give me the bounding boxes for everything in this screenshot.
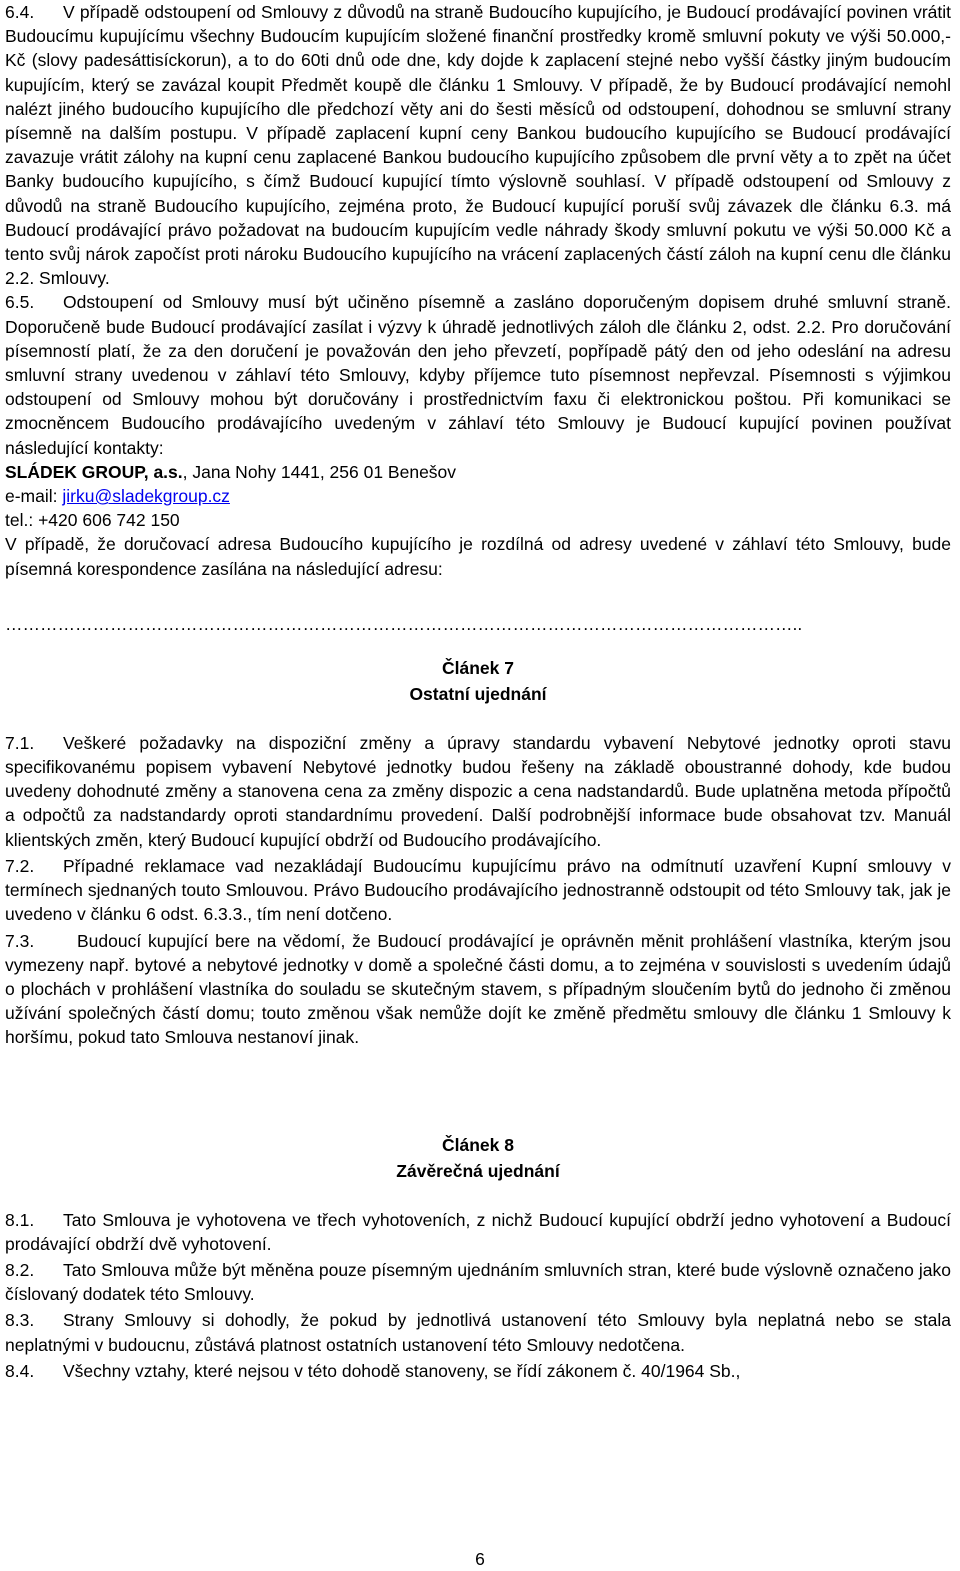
paragraph-number: 8.3. [5,1310,35,1331]
paragraph-7-2 [5,854,951,927]
paragraph-number: 8.1. [5,1209,35,1230]
page-number: 6 [475,1549,485,1569]
article-subtitle: Ostatní ujednání [409,683,547,704]
paragraph-text: Všechny vztahy, které nejsou v této dohodě stanoveny, se řídí zákonem č. 40/1964 Sb., [63,1360,741,1381]
article-title: Článek 7 [442,657,514,678]
document-page [5,0,951,1383]
contact-email-line [5,484,951,508]
company-address: , Jana Nohy 1441, 256 01 Benešov [182,461,457,482]
paragraph-8-2 [5,1258,951,1306]
paragraph-number: 8.4. [5,1360,35,1381]
paragraph-number: 6.5. [5,292,35,313]
email-link[interactable]: jirku@sladekgroup.cz [62,486,230,507]
paragraph-text: Tato Smlouva může být měněna pouze písemným ujednáním smluvních stran, které bude výslovně označeno jako číslovaný dodatek této Smlouvy. [5,1259,951,1305]
paragraph-text: Případné reklamace vad nezakládají Budoucímu kupujícímu právo na odmítnutí uzavření Kupní smlouvy v termínech sjednaných touto Smlouvou. Právo Budoucího prodávajícího jednostranně odstoupit od této Smlouvy tak, jak je uvedeno v článku 6 odst. 6.3.3., tím není dotčeno. [5,855,951,925]
paragraph-8-4 [5,1359,951,1383]
paragraph-number: 7.3. [5,930,35,951]
paragraph-text: Tato Smlouva je vyhotovena ve třech vyhotoveních, z nichž Budoucí kupující obdrží jedno vyhotovení a Budoucí prodávající obdrží dvě vyhotovení. [5,1209,951,1254]
delivery-address-note: V případě, že doručovací adresa Budoucího kupujícího je rozdílná od adresy uvedené v záhlaví této Smlouvy, bude písemná korespondence zasílána na následující adresu: [5,534,951,579]
article-subtitle: Závěrečná ujednání [396,1160,560,1181]
paragraph-6-5 [5,290,951,459]
paragraph-number: 6.4. [5,2,35,22]
paragraph-text: Strany Smlouvy si dohodly, že pokud by jednotlivá ustanovení této Smlouvy byla neplatná nebo se stala neplatnými v budoucnu, zůstává platnost ostatních ustanovení této Smlouvy nedotčena. [5,1310,951,1355]
article-8-heading [5,1132,951,1184]
contact-phone-line: tel.: +420 606 742 150 [5,510,180,531]
paragraph-7-3 [5,929,951,1050]
email-label: e-mail: [5,486,63,507]
paragraph-text: V případě odstoupení od Smlouvy z důvodů na straně Budoucího kupujícího, je Budoucí prodávající povinen vrátit Budoucímu kupujícímu všechny Budoucím kupujícím složené finanční prostředky kromě smluvní pokuty ve výši 50.000,- Kč (slovy padesáttisíckorun), a to do 60ti dnů ode dne, kdy dojde k zaplacení stejné nebo vyšší částky jiným budoucím kupujícím, který se zavázal koupit Předmět koupě dle článku 1 Smlouvy. V případě, že by Budoucí prodávající nemohl nalézt jiného budoucího kupujícího dle předchozí věty ani do šesti měsíců od odstoupení, dohodnou se smluvní strany písemně na dalším postupu. V případě zaplacení kupní ceny Bankou budoucího kupujícího se Budoucí prodávající zavazuje vrátit zálohy na kupní cenu zaplacené Bankou budoucího kupujícího způsobem dle první věty a to zpět na účet Banky budoucího kupujícího, s čímž Budoucí kupující tímto výslovně souhlasí. V případě odstoupení od Smlouvy z důvodů na straně Budoucího kupujícího, zejména proto, že Budoucí kupující poruší svůj závazek dle článku 6.3. má Budoucí prodávající právo požadovat na budoucím kupujícím vedle náhrady škody smluvní pokutu ve výši 50.000 Kč a tento svůj nárok započíst proti nároku Budoucího kupujícího na vrácení zaplacených částí záloh na kupní cenu dle článku 2.2. Smlouvy. [5,2,951,289]
paragraph-text: Odstoupení od Smlouvy musí být učiněno písemně a zasláno doporučeným dopisem druhé smluvní straně. Doporučeně bude Budoucí prodávající zasílat i výzvy k úhradě jednotlivých záloh dle článku 2, odst. 2.2. Pro doručování písemností platí, že za den doručení je považován den jeho převzetí, popřípadě pátý den od jeho odeslání na adresu smluvní strany uvedenou v záhlaví této Smlouvy, kdyby příjemce tuto písemnost nepřevzal. Písemnosti s výjimkou odstoupení od Smlouvy mohou být doručovány i prostřednictvím faxu či elektronickou poštou. Při komunikaci se zmocněncem Budoucího prodávajícího uvedeným v záhlaví této Smlouvy je Budoucí kupující povinen používat následující kontakty: [5,292,951,458]
paragraph-text: Budoucí kupující bere na vědomí, že Budoucí prodávající je oprávněn měnit prohlášení vlastníka, kterým jsou vymezeny např. bytové a nebytové jednotky v domě a společné části domu, a to zejména v souvislosti s uvedením údajů o plochách v prohlášení vlastníka do souladu se skutečným stavem, s případným sloučením bytů do jednoho či změnou užívání společných částí domu; touto změnou však nemůže dojít ke změně předmětu smlouvy dle článku 1 Smlouvy k horšímu, pokud tato Smlouva nestanoví jinak. [5,930,951,1048]
paragraph-number: 8.2. [5,1259,35,1280]
article-7-body [5,731,951,1050]
paragraph-text: Veškeré požadavky na dispoziční změny a úpravy standardu vybavení Nebytové jednotky oproti stavu specifikovanému popisem vybavení Nebytové jednotky budou řešeny na základě oboustranné dohody, kde budou uvedeny dohodnuté změny a stanovena cena za změny dispozic a cena nadstandardů. Bude uplatněna metoda přípočtů a odpočtů za nadstandardy oproti standardnímu provedení. Další podrobnější informace bude obsahovat tzv. Manuál klientských změn, který Budoucí kupující obdrží od Budoucího prodávajícího. [5,732,951,850]
article-title: Článek 8 [442,1134,514,1155]
article-8-body [5,1208,951,1383]
paragraph-number: 7.2. [5,855,35,876]
company-name: SLÁDEK GROUP, a.s. [5,461,183,482]
paragraph-number: 7.1. [5,732,35,753]
paragraph-8-3 [5,1308,951,1356]
contact-company-line [5,460,951,484]
address-blank-line: ……………………………………………………………………………………………………………………….. [5,613,803,634]
paragraph-7-1 [5,731,951,852]
paragraph-8-1 [5,1208,951,1256]
article-7-heading [5,655,951,707]
paragraph-6-4 [5,0,951,290]
